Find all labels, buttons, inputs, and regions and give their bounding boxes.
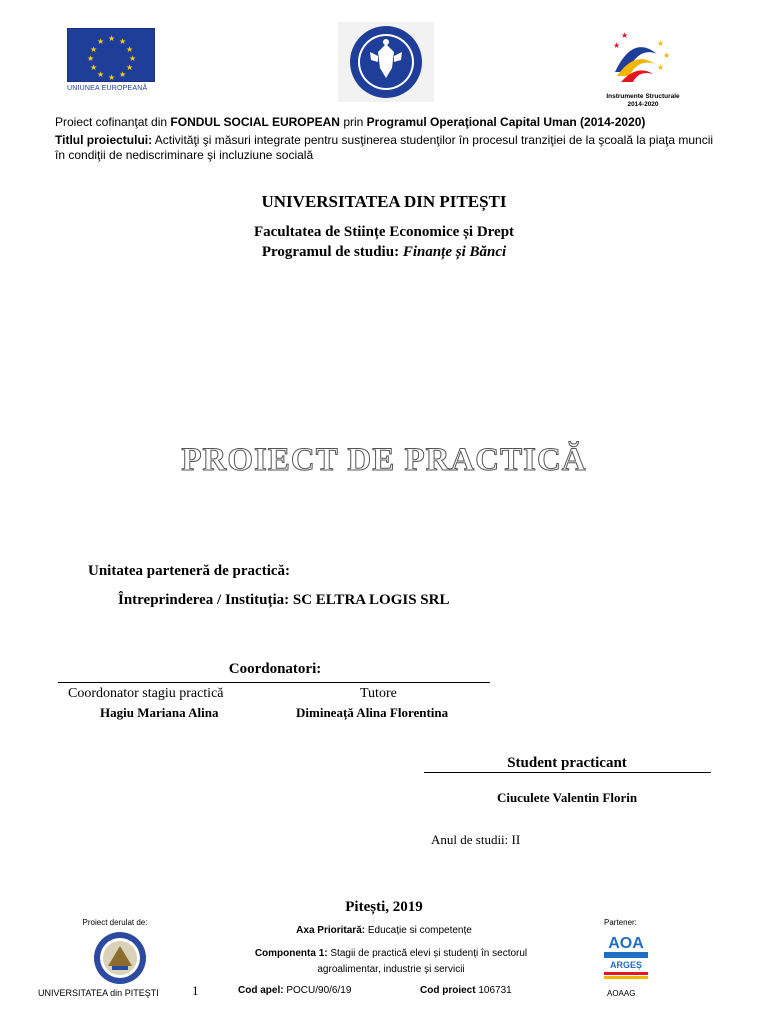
- partner-label: Partener:: [604, 918, 637, 927]
- eu-logo: [67, 28, 155, 96]
- component: Componenta 1: Stagii de practică elevi și studenți în sectorul agroalimentar, industrie și servicii: [254, 948, 528, 975]
- eu-flag-icon: ★ ★ ★ ★ ★ ★ ★ ★ ★ ★ ★ ★: [67, 28, 155, 82]
- romanian-government-logo: [338, 22, 434, 102]
- svg-text:★: ★: [613, 41, 621, 50]
- page-number: 1: [192, 983, 199, 998]
- tutor-role: Tutore: [360, 686, 397, 701]
- svg-text:★: ★: [657, 63, 665, 72]
- is-caption-line1: Instrumente Structurale: [606, 93, 680, 100]
- priority-axis: Axa Prioritară: Educație si competențe: [296, 925, 472, 936]
- coordinators-heading: Coordonatori:: [228, 661, 322, 677]
- arges-logo-text: ARGEȘ: [609, 960, 643, 970]
- study-program: Programul de studiu: Finanțe și Bănci: [261, 244, 507, 260]
- svg-text:★: ★: [663, 51, 671, 60]
- coordinators-divider: [58, 682, 490, 683]
- tutor-name: Dimineață Alina Florentina: [296, 705, 449, 720]
- student-heading: Student practicant: [507, 755, 627, 771]
- coordinator-name: Hagiu Mariana Alina: [100, 705, 219, 720]
- project-title: Titlul proiectului: Activităţi şi măsuri integrate pentru susţinerea studenţilor în procesul tranziţiei de la şcoală la piaţa muncii în condiţii de nediscriminare şi incluziune socială: [55, 133, 714, 162]
- partner-company: Întreprinderea / Instituția: SC ELTRA LOGIS SRL: [118, 592, 450, 608]
- faculty-name: Facultatea de Stiințe Economice și Drept: [253, 224, 515, 240]
- government-seal-icon: [338, 22, 434, 102]
- project-code: Cod proiect 106731: [420, 985, 512, 996]
- student-divider: [424, 772, 711, 773]
- university-seal-logo: [86, 930, 154, 986]
- eu-caption: UNIUNEA EUROPEANĂ: [67, 85, 148, 92]
- study-year: Anul de studii: II: [431, 832, 521, 847]
- run-by-label: Proiect derulat de:: [82, 918, 148, 927]
- funding-info: [55, 115, 715, 166]
- aoa-logo: [598, 930, 654, 984]
- partner-name: AOAAG: [607, 989, 636, 998]
- university-title: UNIVERSITATEA DIN PITEȘTI: [261, 192, 507, 211]
- document-title: PROIECT DE PRACTICĂ: [181, 442, 587, 478]
- structural-instruments-icon: [593, 24, 693, 88]
- student-name: Ciuculete Valentin Florin: [496, 790, 638, 805]
- structural-instruments-logo: [593, 24, 693, 108]
- funding-line: Proiect cofinanţat din FONDUL SOCIAL EUROPEAN prin Programul Operaţional Capital Uman (2014-2020): [55, 115, 646, 129]
- call-code: Cod apel: POCU/90/6/19: [238, 985, 352, 996]
- university-seal-icon: [86, 930, 154, 986]
- aoa-logo-text: AOA: [608, 935, 644, 952]
- is-caption-line2: 2014-2020: [627, 101, 659, 108]
- svg-text:★: ★: [657, 39, 665, 48]
- coordinator-role: Coordonator stagiu practică: [68, 686, 224, 701]
- aoa-arges-logo-icon: [598, 930, 654, 984]
- place-and-year: Pitești, 2019: [345, 899, 423, 915]
- partner-unit-label: Unitatea parteneră de practică:: [88, 563, 291, 579]
- university-footer-name: UNIVERSITATEA din PITEŞTI: [38, 988, 159, 998]
- svg-text:★: ★: [621, 31, 629, 40]
